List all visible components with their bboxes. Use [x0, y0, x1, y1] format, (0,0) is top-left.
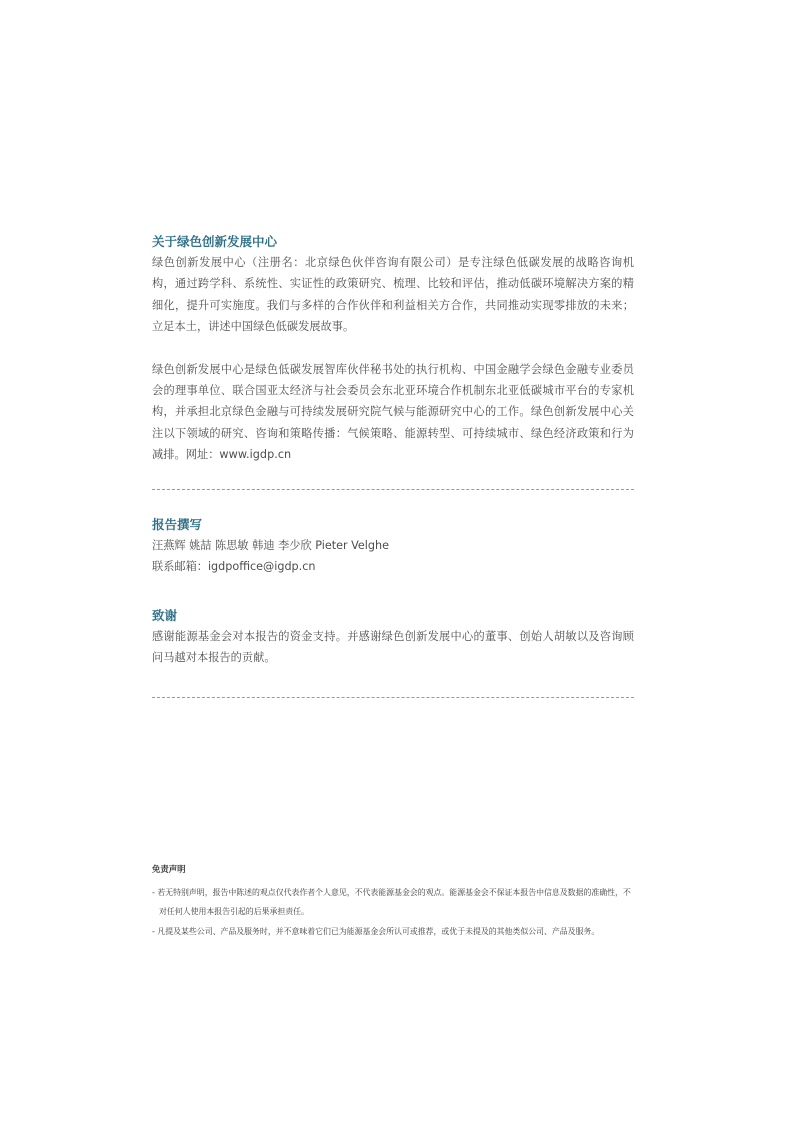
about-paragraph-1: 绿色创新发展中心（注册名：北京绿色伙伴咨询有限公司）是专注绿色低碳发展的战略咨询机构，通过跨学科、系统性、实证性的政策研究、梳理、比较和评估，推动低碳环境解决方案的精细化，提升可实施度。我们与多样的合作伙伴和利益相关方合作，共同推动实现零排放的未来；立足本土，讲述中国绿色低碳发展故事。	[152, 256, 634, 334]
authors-names: 汪燕辉 姚喆 陈思敏 韩迪 李少欣 Pieter Velghe	[152, 539, 389, 552]
about-heading: 关于绿色创新发展中心	[152, 234, 278, 249]
section-divider-1	[152, 489, 634, 490]
thanks-section	[152, 608, 634, 669]
authors-section	[152, 517, 634, 578]
disclaimer-item: - 凡提及某些公司、产品及服务时，并不意味着它们已为能源基金会所认可或推荐，或优于未提及的其他类似公司、产品及服务。	[152, 927, 600, 936]
thanks-heading: 致谢	[152, 608, 178, 623]
disclaimer-section	[152, 863, 638, 941]
disclaimer-title: 免责声明	[152, 864, 186, 874]
thanks-text: 感谢能源基金会对本报告的资金支持。并感谢绿色创新发展中心的董事、创始人胡敏以及咨询顾问马越对本报告的贡献。	[152, 630, 634, 665]
about-section	[152, 234, 634, 466]
disclaimer-item: - 若无特别声明，报告中陈述的观点仅代表作者个人意见，不代表能源基金会的观点。能源基金会不保证本报告中信息及数据的准确性，不对任何人使用本报告引起的后果承担责任。	[152, 888, 631, 916]
authors-contact: 联系邮箱：igdpoffice@igdp.cn	[152, 560, 316, 574]
authors-heading: 报告撰写	[152, 517, 203, 532]
about-paragraph-2: 绿色创新发展中心是绿色低碳发展智库伙伴秘书处的执行机构、中国金融学会绿色金融专业委员会的理事单位、联合国亚太经济与社会委员会东北亚环境合作机制东北亚低碳城市平台的专家机构，并承担北京绿色金融与可持续发展研究院气候与能源研究中心的工作。绿色创新发展中心关注以下领域的研究、咨询和策略传播：气候策略、能源转型、可持续城市、绿色经济政策和行为减排。网址：www.igdp.cn	[152, 362, 634, 462]
section-divider-2	[152, 697, 634, 698]
